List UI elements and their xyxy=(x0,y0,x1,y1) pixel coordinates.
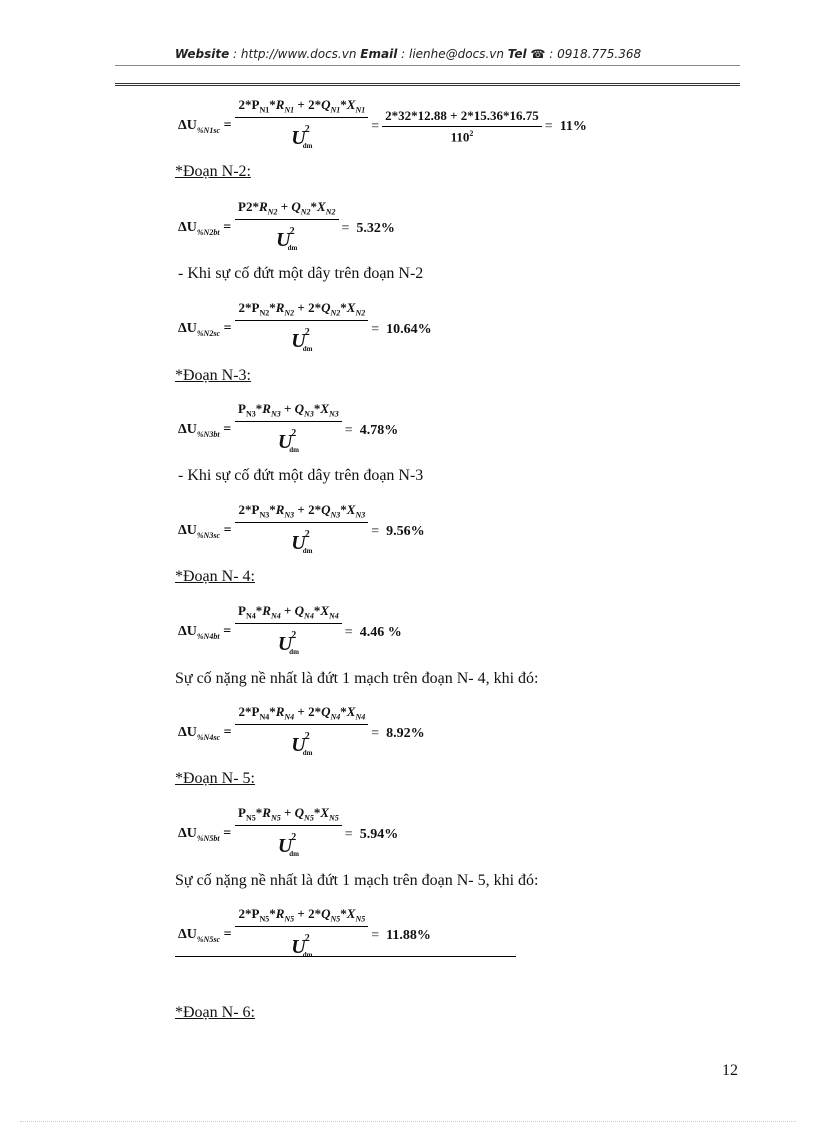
equation-result: 4.46 % xyxy=(359,624,402,640)
equation-n1-sc: $\Delta U_{\%N1sc}$ = $\frac{2*P_{N1}*R_{N1} + 2*Q_{N1}*X_{N1}}{U^2_{dm}}$ = $\frac{2*32*12.88 + 2*15.36*16.75}{110^2}$ = 11% xyxy=(178,97,587,157)
equation-n4-sc: $\Delta U_{\%N4sc}$ = $\frac{2*P_{N4}*R_{N4} + 2*Q_{N4}*X_{N4}}{U^2_{dm}}$ = 8.92% xyxy=(178,704,425,757)
equation-n4-bt: $\Delta U_{\%N4bt}$ = $\frac{P_{N4}*R_{N4} + Q_{N4}*X_{N4}}{U^2_{dm}}$ = 4.46 % xyxy=(178,603,402,656)
equation-result: 4.78% xyxy=(359,422,399,438)
separator-line xyxy=(175,956,516,957)
website-url: : http://www.docs.vn xyxy=(229,47,361,61)
tel-number: : 0918.775.368 xyxy=(545,47,642,61)
footer-dotted-line xyxy=(20,1121,796,1122)
numerator: $2*P_{N1}*R_{N1} + 2*Q_{N1}*X_{N1}$ xyxy=(235,97,368,118)
page-header xyxy=(0,47,816,61)
equation-n5-bt: $\Delta U_{\%N5bt}$ = $\frac{P_{N5}*R_{N5} + Q_{N5}*X_{N5}}{U^2_{dm}}$ = 5.94% xyxy=(178,805,399,858)
equation-result: 9.56% xyxy=(386,523,425,539)
fraction xyxy=(235,97,368,157)
section-heading-n6: *Đoạn N- 6: xyxy=(175,1004,255,1021)
equation-result: 10.64% xyxy=(386,321,432,337)
note-n5: Sự cố nặng nề nhất là đứt 1 mạch trên đoạn N- 5, khi đó: xyxy=(175,872,539,889)
header-double-rule xyxy=(115,83,740,86)
section-heading-n4: *Đoạn N- 4: xyxy=(175,568,255,585)
equation-n2-bt: $\Delta U_{\%N2bt}$ = $\frac{P2*R_{N2} + Q_{N2}*X_{N2}}{U^2_{dm}}$ = 5.32% xyxy=(178,199,395,252)
equation-result: 11% xyxy=(559,118,587,134)
section-heading-n5: *Đoạn N- 5: xyxy=(175,770,255,787)
section-heading-n3: *Đoạn N-3: xyxy=(175,367,251,384)
numeric-denominator: $110^2$ xyxy=(450,129,474,145)
denominator: $U^2_{dm}$ xyxy=(291,123,313,150)
equation-result: 5.94% xyxy=(359,826,399,842)
equation-result: 8.92% xyxy=(386,725,425,741)
header-rule xyxy=(115,65,740,66)
numeric-fraction xyxy=(382,108,542,145)
note-n2: - Khi sự cố đứt một dây trên đoạn N-2 xyxy=(178,265,424,282)
numeric-numerator: 2*32*12.88 + 2*15.36*16.75 xyxy=(382,108,542,127)
website-label: Website xyxy=(174,47,230,61)
email-label: Email xyxy=(360,47,398,61)
equation-lhs: $\Delta U_{\%N1sc}$ = xyxy=(178,118,232,136)
note-n4: Sự cố nặng nề nhất là đứt 1 mạch trên đoạn N- 4, khi đó: xyxy=(175,670,539,687)
tel-label: Tel xyxy=(507,47,527,61)
equation-result: 5.32% xyxy=(356,220,395,236)
email-address: : lienhe@docs.vn xyxy=(397,47,508,61)
equation-result: 11.88% xyxy=(386,927,431,943)
section-heading-n2: *Đoạn N-2: xyxy=(175,163,251,180)
note-n3: - Khi sự cố đứt một dây trên đoạn N-3 xyxy=(178,467,424,484)
phone-icon: ☎ xyxy=(530,47,546,61)
equation-n3-bt: $\Delta U_{\%N3bt}$ = $\frac{P_{N3}*R_{N3} + Q_{N3}*X_{N3}}{U^2_{dm}}$ = 4.78% xyxy=(178,401,399,454)
equation-n2-sc: $\Delta U_{\%N2sc}$ = $\frac{2*P_{N2}*R_{N2} + 2*Q_{N2}*X_{N2}}{U^2_{dm}}$ = 10.64% xyxy=(178,300,432,353)
page-number: 12 xyxy=(722,1062,738,1079)
equation-n3-sc: $\Delta U_{\%N3sc}$ = $\frac{2*P_{N3}*R_{N3} + 2*Q_{N3}*X_{N3}}{U^2_{dm}}$ = 9.56% xyxy=(178,502,425,555)
equation-n5-sc: $\Delta U_{\%N5sc}$ = $\frac{2*P_{N5}*R_{N5} + 2*Q_{N5}*X_{N5}}{U^2_{dm}}$ = 11.88% xyxy=(178,906,431,959)
